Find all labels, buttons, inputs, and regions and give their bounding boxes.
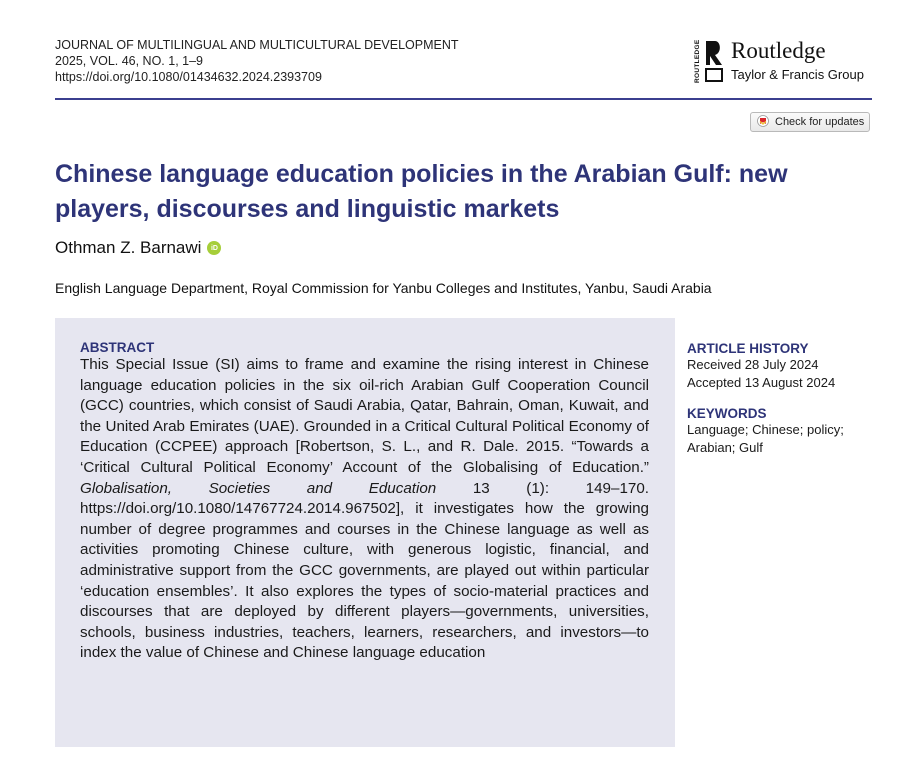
publisher-name: Routledge [731, 38, 826, 63]
abstract-text-part-2: 13 (1): 149–170. https://doi.org/10.1080/14767724.2014.967502], it investigates how the growing number of degree programmes and courses in the Chinese language as well as activities promoting Chinese culture, with generous logistic, financial, and administrative support from the GCC governments, are played out within particular ‘education ensembles’. It also explores the types of socio-material practices and discourses that are deployed by different players—governments, universities, schools, business industries, teachers, learners, researchers, and investors—to index the value of Chinese and Chinese language education [80, 479, 649, 662]
journal-header [55, 37, 459, 85]
keywords-line-2: Arabian; Gulf [687, 440, 763, 455]
accepted-date: Accepted 13 August 2024 [687, 375, 836, 390]
author-affiliation: English Language Department, Royal Commission for Yanbu Colleges and Institutes, Yanbu, Saudi Arabia [55, 280, 712, 296]
author-line [55, 238, 221, 258]
check-for-updates-button[interactable] [750, 112, 870, 132]
journal-name: JOURNAL OF MULTILINGUAL AND MULTICULTURAL DEVELOPMENT [55, 38, 459, 52]
article-metadata-column [687, 341, 887, 457]
routledge-emblem-icon: ROUTLEDGE [693, 36, 723, 86]
crossmark-icon [757, 115, 769, 130]
received-date: Received 28 July 2024 [687, 357, 819, 372]
article-history-heading: ARTICLE HISTORY [687, 341, 809, 356]
orcid-icon[interactable]: iD [207, 241, 221, 255]
publisher-logo [693, 36, 883, 88]
publisher-group: Taylor & Francis Group [731, 67, 864, 82]
header-divider [55, 98, 872, 100]
article-title: Chinese language education policies in the Arabian Gulf: new players, discourses and linguistic markets [55, 160, 788, 223]
journal-doi-link[interactable]: https://doi.org/10.1080/01434632.2024.2393709 [55, 70, 322, 84]
check-for-updates-label: Check for updates [775, 116, 865, 128]
abstract-heading: ABSTRACT [80, 340, 155, 355]
author-name[interactable]: Othman Z. Barnawi [55, 238, 202, 257]
journal-volume: 2025, VOL. 46, NO. 1, 1–9 [55, 54, 204, 68]
abstract-text-part-1: This Special Issue (SI) aims to frame and examine the rising interest in Chinese language education policies in the six oil-rich Arabian Gulf Cooperation Council (GCC) countries, which consist of Saudi Arabia, Qatar, Bahrain, Oman, Kuwait, and the United Arab Emirates (UAE). Grounded in a Critical Cultural Political Economy of Education (CCPEE) approach [Robertson, S. L., and R. Dale. 2015. “Towards a ‘Critical Cultural Political Economy’ Account of the Globalising of Education.” [80, 356, 649, 476]
abstract-box [55, 318, 675, 747]
abstract-text [80, 355, 649, 664]
keywords-line-1: Language; Chinese; policy; [687, 422, 844, 437]
abstract-journal-italic: Globalisation, Societies and Education [80, 479, 437, 497]
keywords-heading: KEYWORDS [687, 406, 767, 421]
